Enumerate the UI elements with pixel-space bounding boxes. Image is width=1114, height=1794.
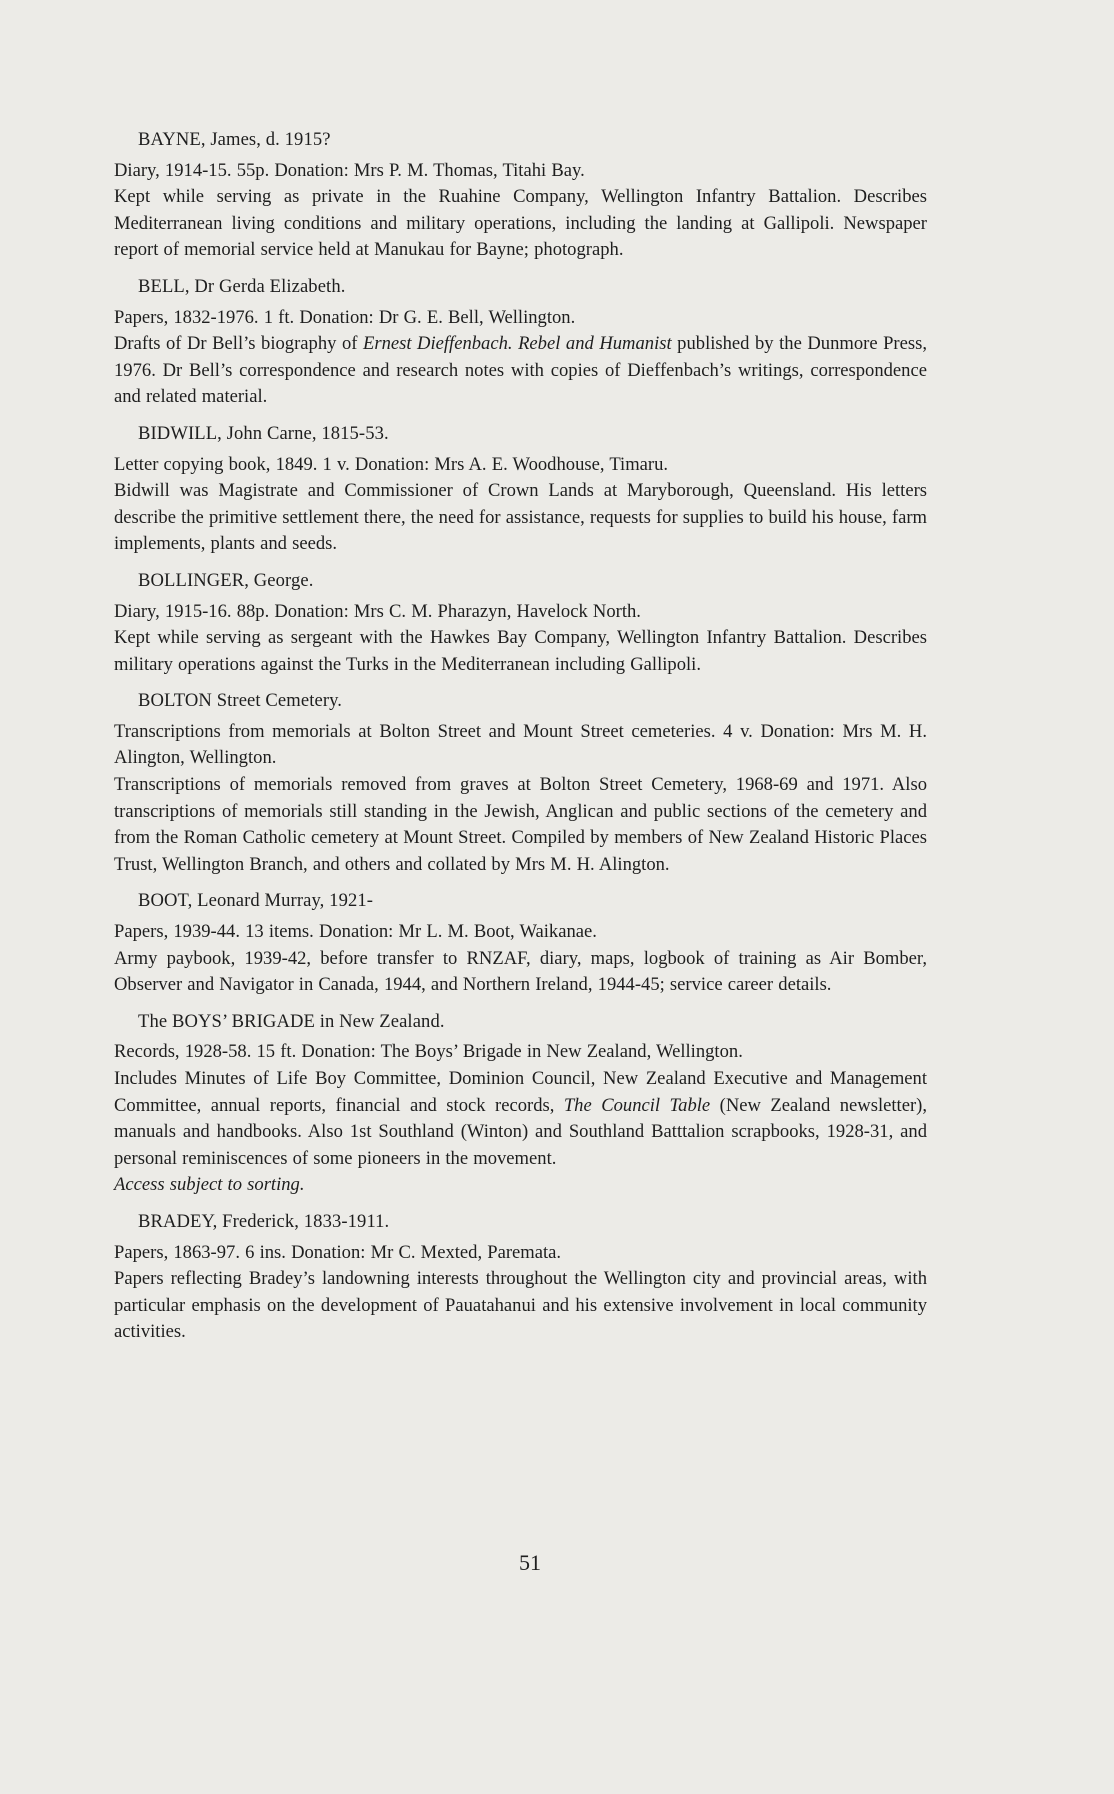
entry-line: Army paybook, 1939-42, before transfer to RNZAF, diary, maps, logbook of training as Air Bomber, Observer and Navigator in Canada, 1944, and Northern Ireland, 1944-45; service career details. bbox=[114, 947, 927, 996]
entry-heading: BELL, Dr Gerda Elizabeth. bbox=[138, 275, 346, 297]
entry-bell bbox=[114, 274, 927, 411]
entry-bollinger bbox=[114, 568, 927, 678]
entry-line bbox=[114, 331, 927, 411]
entry-bradey bbox=[114, 1209, 927, 1346]
entry-line: Kept while serving as private in the Ruahine Company, Wellington Infantry Battalion. Describes Mediterranean living conditions and military operations, including the landing at Gallipoli. Newspaper report of memorial service held at Manukau for Bayne; photograph. bbox=[114, 186, 927, 261]
entry-line: Transcriptions from memorials at Bolton Street and Mount Street cemeteries. 4 v. Donation: Mrs M. H. Alington, Wellington. bbox=[114, 720, 927, 769]
entry-line: Kept while serving as sergeant with the Hawkes Bay Company, Wellington Infantry Battalion. Describes military operations against the Turks in the Mediterranean including Gallipoli. bbox=[114, 627, 927, 675]
entry-line: Records, 1928-58. 15 ft. Donation: The Boys’ Brigade in New Zealand, Wellington. bbox=[114, 1041, 743, 1063]
entry-line: Bidwill was Magistrate and Commissioner of Crown Lands at Maryborough, Queensland. His letters describe the primitive settlement there, the need for assistance, requests for supplies to build his house, farm implements, plants and seeds. bbox=[114, 480, 927, 555]
italic-title: The Council Table bbox=[563, 1094, 711, 1116]
entry-bolton bbox=[114, 688, 927, 878]
text-span: Includes Minutes of Life Boy Committee, Dominion Council, New Zealand Executive and Management Committee, annual reports, financial and stock records, bbox=[114, 1068, 927, 1116]
entry-line: Transcriptions of memorials removed from graves at Bolton Street Cemetery, 1968-69 and 1971. Also transcriptions of memorials still standing in the Jewish, Anglican and public sections of the cemetery and from the Roman Catholic cemetery at Mount Street. Compiled by members of New Zealand Historic Places Trust, Wellington Branch, and others and collated by Mrs M. H. Alington. bbox=[114, 774, 927, 875]
entry-bidwill bbox=[114, 421, 927, 558]
entry-line bbox=[114, 1066, 927, 1172]
italic-title: Ernest Dieffenbach. Rebel and Humanist bbox=[362, 333, 672, 355]
text-span: Drafts of Dr Bell’s biography of bbox=[114, 333, 363, 355]
entry-heading: The BOYS’ BRIGADE in New Zealand. bbox=[138, 1010, 445, 1032]
entry-heading: BRADEY, Frederick, 1833-1911. bbox=[138, 1210, 390, 1232]
entry-heading: BAYNE, James, d. 1915? bbox=[138, 129, 331, 150]
entry-line: Papers reflecting Bradey’s landowning interests throughout the Wellington city and provincial areas, with particular emphasis on the development of Pauatahanui and his extensive involvement in local community activities. bbox=[114, 1268, 927, 1343]
access-note: Access subject to sorting. bbox=[114, 1174, 305, 1196]
entry-heading: BIDWILL, John Carne, 1815-53. bbox=[138, 422, 389, 444]
entry-heading: BOOT, Leonard Murray, 1921- bbox=[138, 890, 374, 912]
entry-line: Papers, 1939-44. 13 items. Donation: Mr L. M. Boot, Waikanae. bbox=[114, 921, 597, 943]
entry-heading: BOLLINGER, George. bbox=[138, 569, 314, 591]
entry-line: Letter copying book, 1849. 1 v. Donation: Mrs A. E. Woodhouse, Timaru. bbox=[114, 453, 669, 475]
page-number: 51 bbox=[519, 1550, 541, 1575]
entry-line: Diary, 1914-15. 55p. Donation: Mrs P. M. Thomas, Titahi Bay. bbox=[114, 159, 585, 181]
entry-line: Papers, 1863-97. 6 ins. Donation: Mr C. Mexted, Paremata. bbox=[114, 1241, 562, 1263]
text-span: published by the Dunmore Press, 1976. Dr Bell’s correspondence and research notes with copies of Dieffenbach’s writings, correspondence and related material. bbox=[114, 333, 927, 408]
text-span: (New Zealand newsletter), manuals and handbooks. Also 1st Southland (Winton) and Southland Batttalion scrapbooks, 1928-31, and personal reminiscences of some pioneers in the movement. bbox=[114, 1094, 927, 1169]
entry-heading: BOLTON Street Cemetery. bbox=[138, 690, 343, 712]
entry-line: Papers, 1832-1976. 1 ft. Donation: Dr G. E. Bell, Wellington. bbox=[114, 306, 576, 328]
entry-boys-brigade bbox=[114, 1009, 927, 1199]
entry-bayne bbox=[114, 127, 927, 264]
entry-boot bbox=[114, 888, 927, 998]
page-content bbox=[114, 127, 927, 1356]
entry-line: Diary, 1915-16. 88p. Donation: Mrs C. M. Pharazyn, Havelock North. bbox=[114, 600, 641, 622]
